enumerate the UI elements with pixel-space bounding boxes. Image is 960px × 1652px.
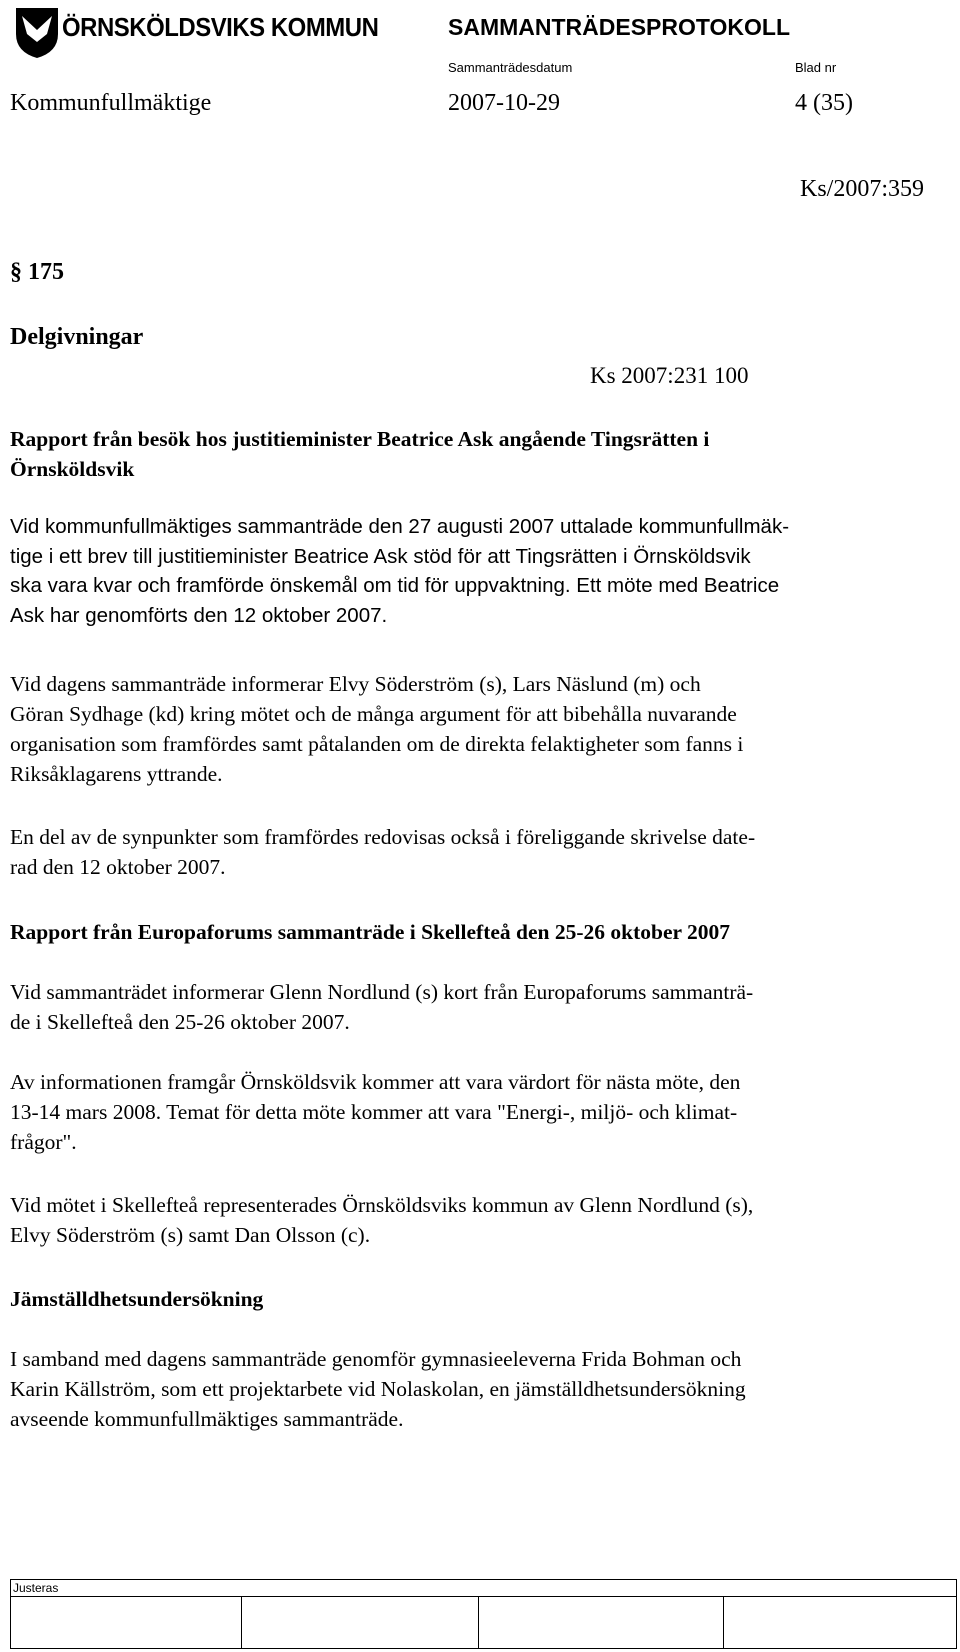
section-2-paragraph-1: Vid sammanträdet informerar Glenn Nordlund (s) kort från Europaforums sammanträ- de i Skellefteå den 25-26 oktober 2007. [10, 980, 754, 1034]
section-2-paragraph-2: Av informationen framgår Örnsköldsvik kommer att vara värdort för nästa möte, den 13-14 mars 2008. Temat för detta möte kommer att vara "Energi-, miljö- och klimat- frågor". [10, 1070, 741, 1154]
signature-table [10, 1579, 957, 1649]
section-heading-2: Rapport från Europaforums sammanträde i Skellefteå den 25-26 oktober 2007 [10, 920, 731, 944]
signature-cell [478, 1597, 479, 1648]
coat-of-arms-icon [16, 8, 58, 58]
section-3-paragraph-1: I samband med dagens sammanträde genomför gymnasieeleverna Frida Bohman och Karin Källström, som ett projektarbete vid Nolaskolan, en jämställdhetsundersökning avseende kommunfullmäktiges sammanträde. [10, 1347, 746, 1431]
section-heading-1: Rapport från besök hos justitieminister Beatrice Ask angående Tingsrätten i Örnsköldsvik [10, 427, 710, 481]
signature-cell [241, 1597, 242, 1648]
sub-reference: Ks 2007:231 100 [590, 363, 749, 388]
section-1-paragraph-2: Vid dagens sammanträde informerar Elvy Söderström (s), Lars Näslund (m) och Göran Sydhage (kd) kring mötet och de många argument för att bibehålla nuvarande organisation som framfördes samt påtalanden om de direkta felaktigheter som fanns i Riksåklagarens yttrande. [10, 672, 744, 786]
date-label: Sammanträdesdatum [448, 60, 573, 75]
section-1-paragraph-3: En del av de synpunkter som framfördes redovisas också i föreliggande skrivelse date- rad den 12 oktober 2007. [10, 825, 756, 879]
signature-cell [723, 1597, 724, 1648]
section-number: § 175 [10, 259, 64, 285]
page-number: 4 (35) [795, 90, 853, 116]
committee-name: Kommunfullmäktige [10, 90, 212, 116]
org-name: ÖRNSKÖLDSVIKS KOMMUN [62, 12, 379, 42]
case-reference: Ks/2007:359 [800, 176, 925, 202]
document-type: SAMMANTRÄDESPROTOKOLL [448, 14, 791, 40]
meeting-date: 2007-10-29 [448, 90, 560, 116]
footer-label: Justeras [13, 1581, 59, 1595]
page-title: Delgivningar [10, 324, 144, 350]
page-label: Blad nr [795, 60, 837, 75]
section-2-paragraph-3: Vid mötet i Skellefteå representerades Örnsköldsviks kommun av Glenn Nordlund (s), Elvy Söderström (s) samt Dan Olsson (c). [10, 1193, 754, 1247]
section-1-paragraph-1: Vid kommunfullmäktiges sammanträde den 27 augusti 2007 uttalade kommunfullmäk- tige i ett brev till justitieminister Beatrice Ask stöd för att Tingsrätten i Örnsköldsvik ska vara kvar och framförde önskemål om tid för uppvaktning. Ett möte med Beatrice Ask har genomförts den 12 oktober 2007. [10, 515, 790, 627]
signature-row [11, 1596, 956, 1648]
section-heading-3: Jämställdhetsundersökning [10, 1287, 264, 1311]
